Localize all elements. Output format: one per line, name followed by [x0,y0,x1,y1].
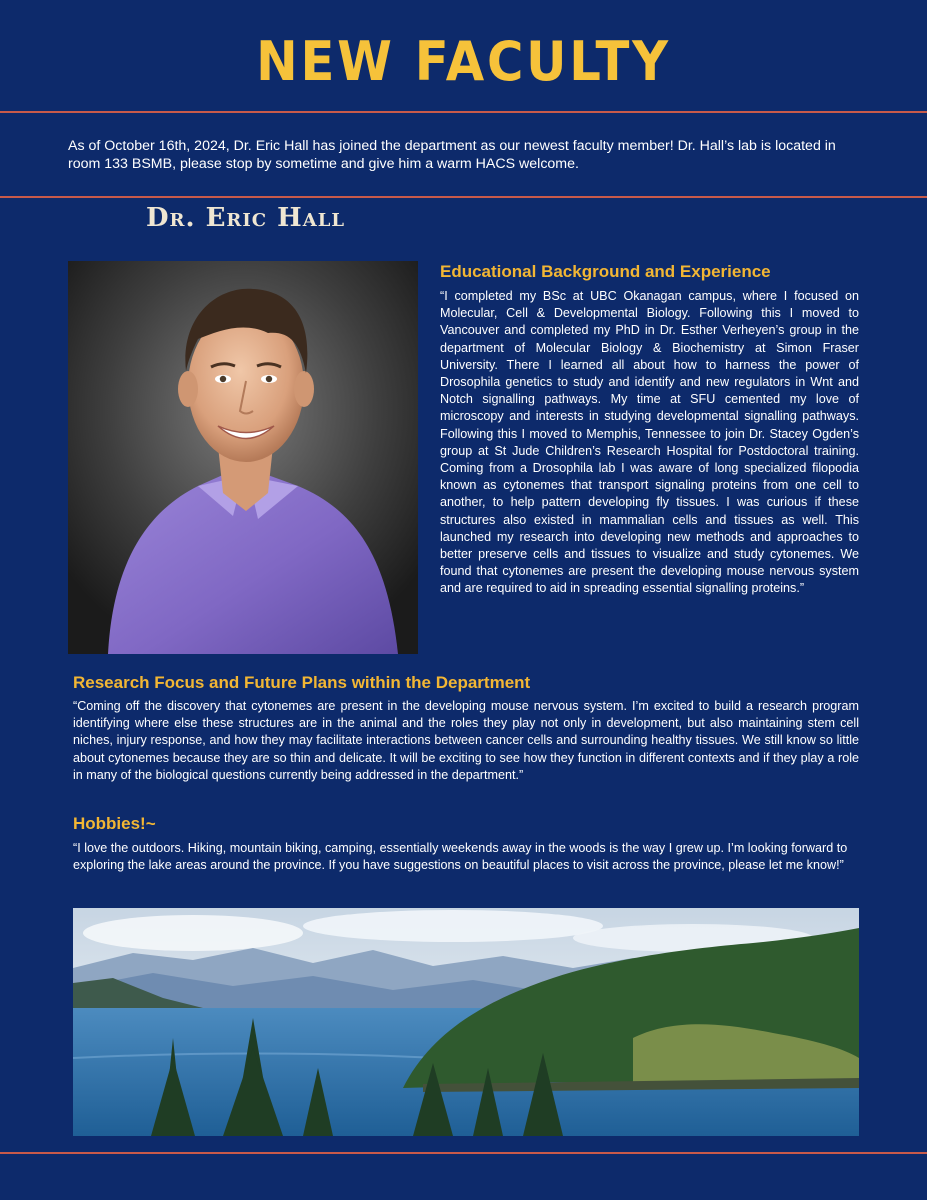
hobbies-paragraph: “I love the outdoors. Hiking, mountain biking, camping, essentially weekends away in the woods is the way I grew up. I’m looking forward to exploring the lake areas around the province. If you have suggestions on beautiful places to visit across the province, please let me know!” [73,841,848,873]
faculty-portrait [68,261,418,654]
research-heading: Research Focus and Future Plans within the Department [73,673,531,692]
education-paragraph: “I completed my BSc at UBC Okanagan campus, where I focused on Molecular, Cell & Developmental Biology. Following this I moved to Vancouver and completed my PhD in Dr. Esther Verheyen’s group in the department of Molecular Biology & Biochemistry at Simon Fraser University. There I learned all about how to harness the power of Drosophila genetics to study and identify and new regulators in Wnt and Notch signalling pathways. My time at SFU cemented my love of microscopy and interests in studying developmental signalling pathways. Following this I moved to Memphis, Tennessee to join Dr. Stacey Ogden’s group at St Jude Children’s Research Hospital for Postdoctoral training. Coming from a Drosophila lab I was aware of long specialized filopodia known as cytonemes that transport signaling proteins from one cell to another, to help pattern developing fly tissues. I was curious if these structures also existed in mammalian cells and tissues as well. This launched my research into developing new methods and approaches to better preserve cells and tissues to visualize and study cytonemes. We found that cytonemes are present the developing mouse nervous system and are required to aid in spreading essential signalling proteins.” [440,289,859,596]
lake-landscape-photo [73,908,859,1136]
header-divider [0,111,927,113]
footer-divider [0,1152,927,1154]
page-title: NEW FACULTY [256,30,671,93]
research-paragraph: “Coming off the discovery that cytonemes are present in the developing mouse nervous system. I’m excited to build a research program identifying where else these structures are in the animal and the roles they play not only in development, but also maintaining stem cell niches, injury response, and how they may facilitate interactions between cancer cells and surrounding healthy tissues. We still know so little about cytonemes because they are so thin and delicate. It will be exciting to see how they function in different contexts and if they play a role in many of the biological questions currently being addressed in the department.” [73,699,859,782]
intro-divider [0,196,927,198]
faculty-name: Dr. Eric Hall [146,203,346,233]
hobbies-heading: Hobbies!~ [73,814,156,833]
intro-paragraph: As of October 16th, 2024, Dr. Eric Hall has joined the department as our newest faculty member! Dr. Hall’s lab is located in room 133 BSMB, please stop by sometime and give him a warm HACS welcome. [68,138,836,172]
education-heading: Educational Background and Experience [440,262,771,281]
